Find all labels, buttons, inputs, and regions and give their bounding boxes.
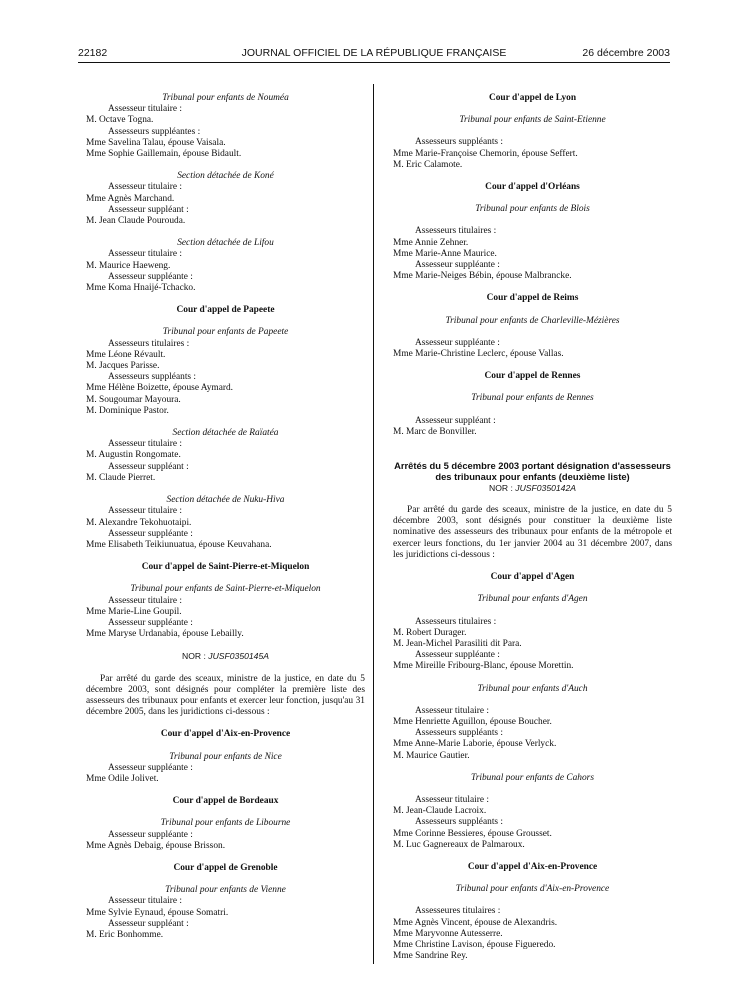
spacer [86, 484, 365, 495]
spacer [393, 438, 672, 449]
assessor-role: Assesseurs suppléantes : [108, 126, 201, 137]
spacer [393, 305, 672, 316]
journal-title: JOURNAL OFFICIEL DE LA RÉPUBLIQUE FRANÇAISE [241, 47, 507, 59]
tribunal-heading: Tribunal pour enfants d'Agen [477, 594, 588, 605]
tribunal-heading: Tribunal pour enfants d'Aix-en-Provence [455, 884, 610, 895]
spacer [393, 561, 672, 572]
spacer [393, 851, 672, 862]
assessor-name: M. Robert Durager. [393, 627, 467, 638]
spacer [86, 874, 365, 885]
spacer [393, 873, 672, 884]
spacer [393, 405, 672, 416]
assessor-role: Assesseur titulaire : [108, 104, 182, 115]
assessor-name: M. Octave Togna. [86, 115, 154, 126]
spacer [393, 126, 672, 137]
nor-reference [393, 483, 672, 494]
spacer [86, 316, 365, 327]
assessor-role: Assesseur suppléante : [415, 650, 500, 661]
assessor-role: Assesseur suppléante : [108, 829, 193, 840]
court-heading: Cour d'appel de Lyon [488, 93, 577, 103]
spacer [393, 583, 672, 594]
assessor-role: Assesseur suppléante : [415, 337, 500, 348]
spacer [393, 282, 672, 293]
spacer [86, 227, 365, 238]
assessor-role: Assesseurs suppléants : [415, 137, 504, 148]
assessor-role: Assesseurs suppléants : [108, 372, 197, 383]
spacer [86, 718, 365, 729]
assessor-name: Mme Henriette Aguillon, épouse Boucher. [393, 716, 552, 727]
assessor-role: Assesseur suppléante : [108, 528, 193, 539]
tribunal-heading: Tribunal pour enfants de Charleville-Mézières [445, 315, 620, 326]
spacer [86, 852, 365, 863]
spacer [393, 784, 672, 795]
spacer [86, 785, 365, 796]
assessor-name: Mme Annie Zehner. [393, 237, 469, 248]
header-rule [78, 62, 670, 63]
spacer [393, 695, 672, 706]
assessor-role: Assesseurs titulaires : [108, 338, 190, 349]
assessor-name: Mme Maryse Urdanabia, épouse Lebailly. [86, 629, 244, 640]
assessor-name: M. Jean Claude Pourouda. [86, 216, 186, 227]
spacer [393, 449, 672, 460]
assessor-role: Assesseur suppléante : [415, 260, 500, 271]
assessor-name: M. Maurice Haeweng. [86, 260, 171, 271]
spacer [86, 417, 365, 428]
spacer [86, 807, 365, 818]
tribunal-heading: Tribunal pour enfants de Cahors [471, 772, 594, 783]
page-number: 22182 [78, 47, 108, 59]
court-heading: Cour d'appel d'Agen [490, 572, 575, 583]
nor-code: JUSF0350142A [515, 482, 576, 493]
assessor-name: M. Eric Calamote. [393, 159, 463, 170]
assessor-name: Mme Marie-Line Goupil. [86, 606, 182, 617]
assessor-role: Assesseur titulaire : [108, 439, 182, 450]
court-heading: Cour d'appel de Rennes [484, 371, 581, 382]
assessor-name: Mme Sophie Gaillemain, épouse Bidault. [86, 149, 242, 160]
assessor-name: M. Maurice Gautier. [393, 750, 470, 761]
tribunal-heading: Tribunal pour enfants de Saint-Pierre-et-Miquelon [130, 584, 321, 595]
tribunal-heading: Tribunal pour enfants de Libourne [160, 818, 291, 829]
issue-date: 26 décembre 2003 [582, 47, 670, 59]
assessor-role: Assesseurs titulaires : [415, 226, 497, 237]
assessor-name: Mme Marie-Neiges Bébin, épouse Malbrancke. [393, 271, 572, 282]
assessor-name: M. Jacques Parisse. [86, 361, 160, 372]
spacer [393, 171, 672, 182]
court-heading: Cour d'appel de Saint-Pierre-et-Miquelon [141, 562, 310, 573]
assessor-role: Assesseurs suppléants : [415, 728, 504, 739]
court-heading: Cour d'appel d'Orléans [485, 182, 580, 193]
tribunal-heading: Tribunal pour enfants de Papeete [162, 327, 289, 338]
assessor-name: Mme Maryvonne Autesserre. [393, 928, 503, 939]
assessor-name: M. Jean-Claude Lacroix. [393, 806, 487, 817]
assessor-name: M. Claude Pierret. [86, 472, 156, 483]
spacer [393, 193, 672, 204]
assessor-role: Assesseur suppléant : [415, 415, 496, 426]
assessor-name: Mme Christine Lavison, épouse Figueredo. [393, 939, 556, 950]
assessor-role: Assesseur titulaire : [108, 595, 182, 606]
spacer [393, 104, 672, 115]
assessor-name: Mme Léone Révault. [86, 349, 166, 360]
assessor-role: Assesseur suppléante : [108, 617, 193, 628]
tribunal-heading: Tribunal pour enfants de Rennes [471, 393, 594, 404]
tribunal-heading: Section détachée de Raïatéa [172, 428, 279, 439]
spacer [393, 762, 672, 773]
assessor-name: M. Eric Bonhomme. [86, 929, 164, 940]
spacer [393, 494, 672, 505]
spacer [393, 360, 672, 371]
assessor-role: Assesseur titulaire : [415, 705, 489, 716]
assessor-name: M. Jean-Michel Parasiliti dit Para. [393, 638, 522, 649]
court-heading: Cour d'appel de Grenoble [173, 862, 278, 873]
spacer [393, 606, 672, 617]
spacer [393, 327, 672, 338]
spacer [86, 640, 365, 651]
assessor-name: M. Dominique Pastor. [86, 405, 169, 416]
assessor-role: Assesseur suppléant : [108, 204, 189, 215]
tribunal-heading: Tribunal pour enfants de Nouméa [162, 93, 289, 103]
decree-paragraph: Par arrêté du garde des sceaux, ministre de la justice, en date du 5 décembre 2003, sont désignés pour compléter la première liste des assesseurs des tribunaux pour enfants et exercer leur fonction, jusqu'au 31 décembre 2005, dans les juridictions ci-dessous : [86, 673, 365, 718]
assessor-name: M. Luc Gagnereaux de Palmaroux. [393, 839, 525, 850]
spacer [393, 382, 672, 393]
tribunal-heading: Section détachée de Koné [177, 171, 274, 182]
decree-title: Arrêtés du 5 décembre 2003 portant désignation d'assesseurs des tribunaux pour enfants (deuxième liste) [394, 460, 671, 483]
assessor-name: Mme Odile Jolivet. [86, 773, 159, 784]
tribunal-heading: Tribunal pour enfants de Nice [169, 751, 282, 762]
court-heading: Cour d'appel d'Aix-en-Provence [160, 729, 291, 740]
spacer [86, 294, 365, 305]
court-heading: Cour d'appel de Papeete [176, 305, 275, 316]
assessor-role: Assesseur titulaire : [108, 896, 182, 907]
assessor-name: M. Alexandre Tekohuotaipi. [86, 517, 192, 528]
assessor-name: Mme Marie-Françoise Chemorin, épouse Seffert. [393, 148, 578, 159]
column-divider [373, 84, 374, 964]
assessor-name: Mme Agnès Debaig, épouse Brisson. [86, 840, 226, 851]
tribunal-heading: Tribunal pour enfants de Saint-Etienne [459, 115, 606, 126]
spacer [86, 663, 365, 674]
nor-code: JUSF0350145A [208, 651, 269, 662]
assessor-name: Mme Corinne Bessieres, épouse Grousset. [393, 828, 552, 839]
assessor-name: Mme Marie-Christine Leclerc, épouse Vallas. [393, 349, 564, 360]
assessor-name: M. Sougoumar Mayoura. [86, 394, 181, 405]
assessor-role: Assesseures titulaires : [415, 906, 501, 917]
tribunal-heading: Section détachée de Lifou [177, 238, 274, 249]
assessor-name: Mme Agnès Vincent, épouse de Alexandris. [393, 917, 558, 928]
tribunal-heading: Section détachée de Nuku-Hiva [166, 495, 285, 506]
spacer [86, 160, 365, 171]
assessor-role: Assesseur suppléant : [108, 918, 189, 929]
right-column [393, 93, 672, 962]
nor-label: NOR : [489, 482, 516, 493]
assessor-role: Assesseur titulaire : [415, 794, 489, 805]
tribunal-heading: Tribunal pour enfants de Blois [475, 204, 590, 215]
assessor-name: Mme Agnès Marchand. [86, 193, 175, 204]
assessor-name: M. Augustin Rongomate. [86, 450, 181, 461]
assessor-role: Assesseurs titulaires : [415, 616, 497, 627]
spacer [393, 673, 672, 684]
assessor-name: Mme Savelina Talau, épouse Vaisala. [86, 137, 226, 148]
court-heading: Cour d'appel d'Aix-en-Provence [467, 861, 598, 872]
nor-reference [86, 651, 365, 662]
spacer [86, 573, 365, 584]
spacer [86, 551, 365, 562]
assessor-name: Mme Sylvie Eynaud, épouse Somatri. [86, 907, 229, 918]
assessor-name: M. Marc de Bonviller. [393, 426, 477, 437]
court-heading: Cour d'appel de Reims [486, 293, 579, 304]
decree-paragraph: Par arrêté du garde des sceaux, ministre de la justice, en date du 5 décembre 2003, sont désignés pour constituer la deuxième liste nominative des assesseurs des tribunaux pour enfants de la métropole et exercer leurs fonctions, du 1er janvier 2004 au 31 décembre 2007, dans les juridictions ci-dessous : [393, 505, 672, 560]
spacer [393, 215, 672, 226]
assessor-name: Mme Anne-Marie Laborie, épouse Verlyck. [393, 739, 557, 750]
spacer [393, 895, 672, 906]
assessor-name: Mme Hélène Boizette, épouse Aymard. [86, 383, 234, 394]
assessor-name: Mme Koma Hnaijé-Tchacko. [86, 283, 196, 294]
nor-label: NOR : [182, 651, 209, 662]
tribunal-heading: Tribunal pour enfants d'Auch [477, 683, 588, 694]
assessor-role: Assesseurs suppléants : [415, 817, 504, 828]
assessor-name: Mme Sandrine Rey. [393, 951, 468, 962]
assessor-role: Assesseur titulaire : [108, 182, 182, 193]
assessor-role: Assesseur suppléante : [108, 762, 193, 773]
assessor-role: Assesseur suppléante : [108, 271, 193, 282]
assessor-name: Mme Marie-Anne Maurice. [393, 248, 497, 259]
left-column [86, 93, 365, 941]
court-heading: Cour d'appel de Bordeaux [172, 796, 279, 807]
assessor-name: Mme Mireille Fribourg-Blanc, épouse Morettin. [393, 661, 574, 672]
assessor-role: Assesseur titulaire : [108, 249, 182, 260]
tribunal-heading: Tribunal pour enfants de Vienne [165, 885, 286, 896]
assessor-role: Assesseur titulaire : [108, 506, 182, 517]
assessor-name: Mme Elisabeth Teikiunuatua, épouse Keuvahana. [86, 539, 272, 550]
spacer [86, 741, 365, 752]
assessor-role: Assesseur suppléant : [108, 461, 189, 472]
